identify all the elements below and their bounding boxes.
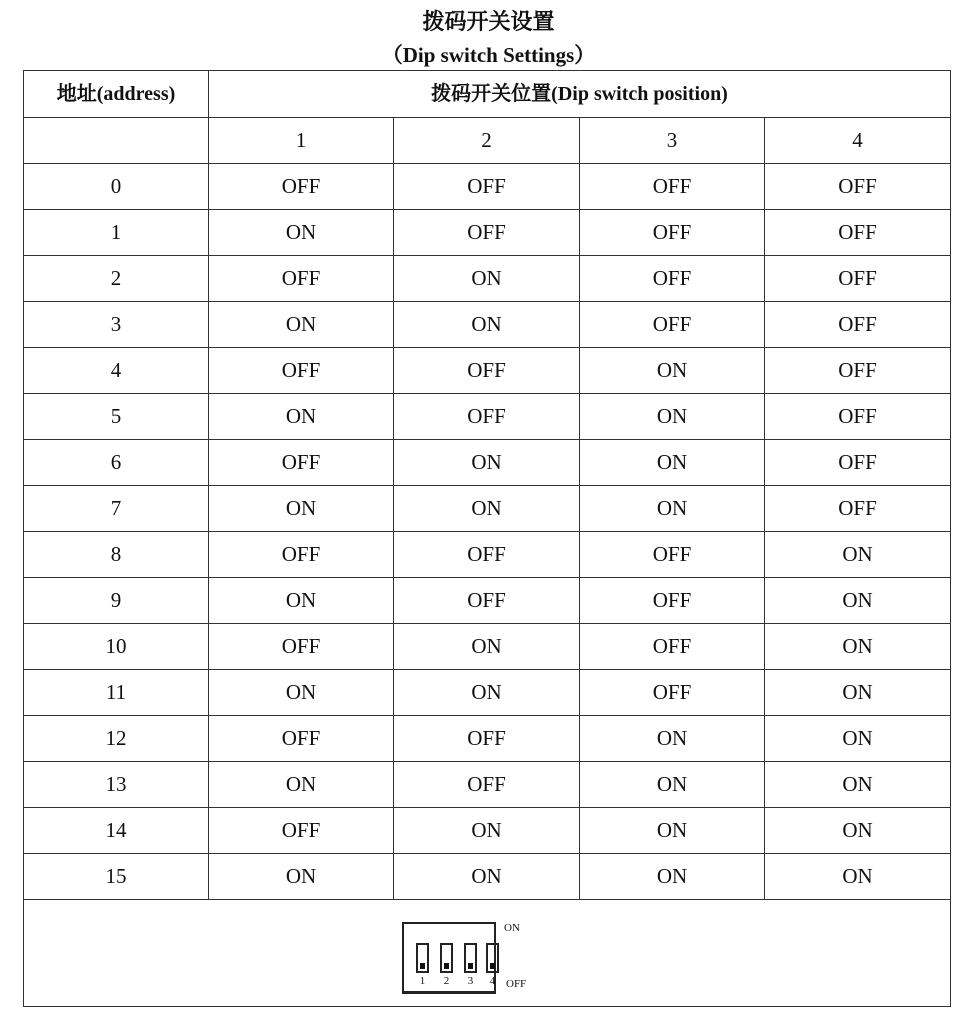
switch-state-cell: OFF: [394, 716, 580, 762]
table-row: [24, 210, 951, 256]
switch-state-cell: ON: [765, 854, 951, 900]
address-cell: 8: [24, 532, 209, 578]
switch-4-toggle: [486, 943, 499, 973]
switch-state-cell: ON: [394, 808, 580, 854]
switch-state-cell: OFF: [394, 348, 580, 394]
switch-label: 3: [467, 975, 474, 987]
switch-label: 2: [443, 975, 450, 987]
position-header: [209, 71, 951, 118]
switch-label: 1: [419, 975, 426, 987]
address-cell: 1: [24, 210, 209, 256]
address-cell: 7: [24, 486, 209, 532]
switch-state-cell: ON: [765, 716, 951, 762]
address-header: [24, 71, 209, 118]
address-cell: 13: [24, 762, 209, 808]
switch-1-toggle: [416, 943, 429, 973]
switch-state-cell: OFF: [765, 302, 951, 348]
switch-state-cell: ON: [209, 210, 394, 256]
switch-state-cell: OFF: [580, 256, 765, 302]
switch-2-toggle: [440, 943, 453, 973]
address-cell: 2: [24, 256, 209, 302]
table-row: [24, 532, 951, 578]
switch-state-cell: ON: [209, 670, 394, 716]
diagram-row: [24, 900, 951, 1007]
switch-state-cell: OFF: [209, 716, 394, 762]
switch-number: 1: [209, 118, 394, 164]
switch-state-cell: ON: [765, 808, 951, 854]
switch-state-cell: OFF: [209, 256, 394, 302]
switch-state-cell: ON: [580, 394, 765, 440]
switch-state-cell: OFF: [209, 164, 394, 210]
switch-state-cell: ON: [209, 394, 394, 440]
switch-state-cell: OFF: [394, 394, 580, 440]
address-cell: 10: [24, 624, 209, 670]
table-row: [24, 670, 951, 716]
switch-state-cell: ON: [580, 762, 765, 808]
table-row: [24, 440, 951, 486]
switch-state-cell: OFF: [580, 578, 765, 624]
switch-state-cell: ON: [394, 670, 580, 716]
switch-knob: [444, 963, 449, 969]
switch-state-cell: OFF: [209, 624, 394, 670]
table-row: [24, 394, 951, 440]
switch-state-cell: ON: [580, 486, 765, 532]
switch-number-row: [24, 118, 951, 164]
table-row: [24, 348, 951, 394]
switch-state-cell: OFF: [765, 164, 951, 210]
switch-state-cell: OFF: [394, 164, 580, 210]
address-cell: 3: [24, 302, 209, 348]
table-row: [24, 164, 951, 210]
switch-state-cell: ON: [209, 762, 394, 808]
switch-state-cell: ON: [765, 670, 951, 716]
switch-number: 3: [580, 118, 765, 164]
page-subtitle: （Dip switch Settings）: [381, 43, 596, 67]
switch-state-cell: ON: [580, 854, 765, 900]
table-row: [24, 762, 951, 808]
switch-state-cell: ON: [394, 854, 580, 900]
address-cell: 6: [24, 440, 209, 486]
switch-state-cell: ON: [580, 716, 765, 762]
empty-cell: [24, 118, 209, 164]
address-cell: 0: [24, 164, 209, 210]
switch-label: 4: [489, 975, 496, 987]
switch-knob: [490, 963, 495, 969]
address-cell: 15: [24, 854, 209, 900]
switch-state-cell: OFF: [209, 532, 394, 578]
switch-state-cell: ON: [580, 348, 765, 394]
switch-state-cell: OFF: [394, 532, 580, 578]
dip-switch-body: [402, 922, 496, 994]
switch-state-cell: OFF: [580, 670, 765, 716]
switch-state-cell: OFF: [580, 302, 765, 348]
switch-state-cell: OFF: [580, 532, 765, 578]
off-label: OFF: [506, 978, 527, 990]
switch-state-cell: OFF: [209, 348, 394, 394]
switch-state-cell: OFF: [765, 394, 951, 440]
address-header-cn: 地址: [56, 81, 97, 105]
switch-3-toggle: [464, 943, 477, 973]
address-header-en: (address): [96, 83, 176, 105]
table-row: [24, 578, 951, 624]
position-header-cn: 拨码开关位置: [431, 81, 552, 105]
switch-state-cell: OFF: [209, 808, 394, 854]
switch-state-cell: OFF: [765, 486, 951, 532]
switch-state-cell: OFF: [765, 440, 951, 486]
switch-state-cell: ON: [394, 624, 580, 670]
switch-state-cell: ON: [765, 762, 951, 808]
switch-state-cell: ON: [765, 532, 951, 578]
switch-state-cell: OFF: [394, 578, 580, 624]
table-row: [24, 854, 951, 900]
address-cell: 11: [24, 670, 209, 716]
switch-state-cell: OFF: [580, 624, 765, 670]
switch-state-cell: ON: [765, 578, 951, 624]
switch-state-cell: OFF: [765, 348, 951, 394]
switch-state-cell: ON: [580, 808, 765, 854]
switch-state-cell: ON: [394, 302, 580, 348]
switch-state-cell: ON: [209, 578, 394, 624]
dip-switch-table: [23, 70, 951, 1007]
table-row: [24, 624, 951, 670]
address-cell: 9: [24, 578, 209, 624]
switch-state-cell: ON: [209, 302, 394, 348]
address-cell: 4: [24, 348, 209, 394]
switch-state-cell: OFF: [580, 210, 765, 256]
switch-state-cell: ON: [394, 440, 580, 486]
switch-state-cell: ON: [580, 440, 765, 486]
position-header-en: (Dip switch position): [551, 83, 728, 105]
switch-state-cell: OFF: [394, 210, 580, 256]
address-cell: 12: [24, 716, 209, 762]
address-cell: 14: [24, 808, 209, 854]
table-row: [24, 256, 951, 302]
switch-number: 2: [394, 118, 580, 164]
switch-state-cell: ON: [209, 486, 394, 532]
page-title: 拨码开关设置: [422, 10, 555, 35]
switch-number: 4: [765, 118, 951, 164]
table-row: [24, 302, 951, 348]
switch-knob: [420, 963, 425, 969]
header-row: [24, 71, 951, 118]
switch-state-cell: ON: [394, 256, 580, 302]
table-row: [24, 486, 951, 532]
table-row: [24, 716, 951, 762]
dip-switch-icon: [402, 908, 562, 998]
table-row: [24, 808, 951, 854]
switch-state-cell: OFF: [765, 256, 951, 302]
switch-state-cell: ON: [209, 854, 394, 900]
switch-state-cell: OFF: [394, 762, 580, 808]
switch-state-cell: ON: [765, 624, 951, 670]
on-label: ON: [504, 922, 520, 934]
address-cell: 5: [24, 394, 209, 440]
diagram-cell: [24, 900, 951, 1007]
switch-state-cell: OFF: [765, 210, 951, 256]
switch-state-cell: OFF: [209, 440, 394, 486]
switch-state-cell: OFF: [580, 164, 765, 210]
switch-knob: [468, 963, 473, 969]
switch-state-cell: ON: [394, 486, 580, 532]
